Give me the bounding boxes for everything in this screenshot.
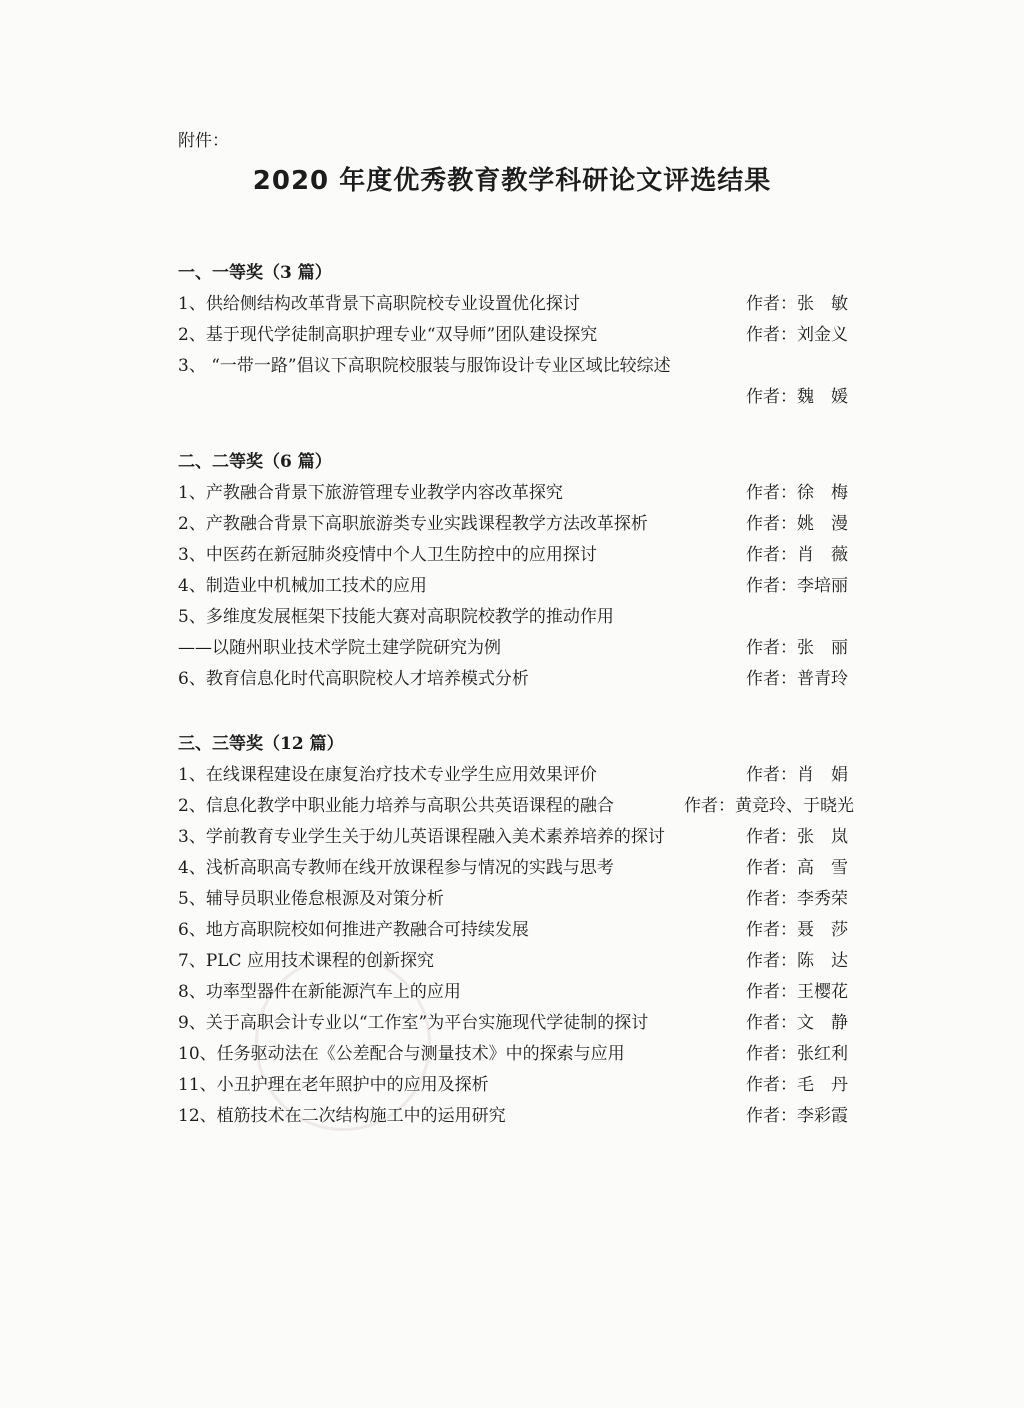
paper-entry — [0, 571, 1024, 599]
paper-author — [746, 320, 848, 345]
paper-title: 6、地方高职院校如何推进产教融合可持续发展 — [178, 920, 529, 940]
paper-entry — [0, 478, 1024, 506]
paper-title: 3、学前教育专业学生关于幼儿英语课程融入美术素养培养的探讨 — [178, 827, 665, 847]
paper-entry — [0, 853, 1024, 881]
author-prefix: 作者： — [746, 387, 797, 407]
paper-entry — [0, 760, 1024, 788]
author-prefix: 作者： — [746, 669, 797, 689]
author-name: 刘金义 — [797, 325, 848, 345]
paper-author — [746, 571, 848, 596]
section-heading: 三、三等奖（12 篇） — [178, 734, 344, 754]
author-prefix: 作者： — [746, 294, 797, 314]
author-prefix: 作者： — [746, 483, 797, 503]
paper-title: 2、产教融合背景下高职旅游类专业实践课程教学方法改革探析 — [178, 514, 648, 534]
paper-entry — [0, 540, 1024, 568]
paper-entry — [0, 509, 1024, 537]
paper-author — [746, 760, 848, 785]
paper-author — [746, 478, 848, 503]
author-prefix: 作者： — [746, 765, 797, 785]
paper-entry — [0, 633, 1024, 661]
paper-entry — [0, 602, 1024, 630]
author-prefix: 作者： — [684, 796, 735, 816]
author-name: 徐 梅 — [797, 483, 848, 503]
paper-title: ——以随州职业技术学院土建学院研究为例 — [178, 638, 501, 658]
author-name: 张 敏 — [797, 294, 848, 314]
author-prefix: 作者： — [746, 920, 797, 940]
paper-entry — [0, 664, 1024, 692]
paper-author — [746, 509, 848, 534]
author-name: 李秀荣 — [797, 889, 848, 909]
paper-title: 6、教育信息化时代高职院校人才培养模式分析 — [178, 669, 529, 689]
paper-title: 11、小丑护理在老年照护中的应用及探析 — [178, 1075, 489, 1095]
author-name: 高 雪 — [797, 858, 848, 878]
author-prefix: 作者： — [746, 545, 797, 565]
paper-entry — [0, 1101, 1024, 1129]
paper-entry — [0, 977, 1024, 1005]
paper-title: 1、在线课程建设在康复治疗技术专业学生应用效果评价 — [178, 765, 597, 785]
paper-author — [746, 946, 848, 971]
paper-author — [746, 1008, 848, 1033]
paper-title: 8、功率型器件在新能源汽车上的应用 — [178, 982, 461, 1002]
author-name: 聂 莎 — [797, 920, 848, 940]
paper-author — [746, 289, 848, 314]
author-prefix: 作者： — [746, 1013, 797, 1033]
paper-entry — [0, 289, 1024, 317]
paper-author — [746, 1070, 848, 1095]
paper-title: 3、 “一带一路”倡议下高职院校服装与服饰设计专业区域比较综述 — [178, 356, 671, 376]
author-name: 陈 达 — [797, 951, 848, 971]
author-prefix: 作者： — [746, 1106, 797, 1126]
paper-title: 1、产教融合背景下旅游管理专业教学内容改革探究 — [178, 483, 563, 503]
paper-entry — [0, 915, 1024, 943]
paper-title: 10、任务驱动法在《公差配合与测量技术》中的探索与应用 — [178, 1044, 625, 1064]
paper-author — [746, 1039, 848, 1064]
author-name: 普青玲 — [797, 669, 848, 689]
paper-title: 3、中医药在新冠肺炎疫情中个人卫生防控中的应用探讨 — [178, 545, 597, 565]
author-name: 张 丽 — [797, 638, 848, 658]
paper-title: 1、供给侧结构改革背景下高职院校专业设置优化探讨 — [178, 294, 580, 314]
author-name: 王樱花 — [797, 982, 848, 1002]
paper-title: 9、关于高职会计专业以“工作室”为平台实施现代学徒制的探讨 — [178, 1013, 649, 1033]
author-prefix: 作者： — [746, 325, 797, 345]
author-name: 李彩霞 — [797, 1106, 848, 1126]
author-prefix: 作者： — [746, 1044, 797, 1064]
paper-entry — [0, 946, 1024, 974]
paper-author — [746, 1101, 848, 1126]
author-prefix: 作者： — [746, 858, 797, 878]
author-name: 文 静 — [797, 1013, 848, 1033]
author-name: 张红利 — [797, 1044, 848, 1064]
paper-entry — [0, 1039, 1024, 1067]
author-prefix: 作者： — [746, 982, 797, 1002]
paper-author — [746, 915, 848, 940]
paper-author — [746, 977, 848, 1002]
author-prefix: 作者： — [746, 951, 797, 971]
author-name: 张 岚 — [797, 827, 848, 847]
section-heading: 二、二等奖（6 篇） — [178, 452, 332, 472]
paper-entry — [0, 320, 1024, 348]
paper-title: 5、多维度发展框架下技能大赛对高职院校教学的推动作用 — [178, 607, 614, 627]
author-prefix: 作者： — [746, 1075, 797, 1095]
paper-entry — [0, 351, 1024, 379]
author-name: 肖 娟 — [797, 765, 848, 785]
paper-entry — [0, 822, 1024, 850]
author-name: 肖 薇 — [797, 545, 848, 565]
paper-title: 7、PLC 应用技术课程的创新探究 — [178, 951, 434, 971]
paper-author — [746, 633, 848, 658]
paper-author — [746, 664, 848, 689]
paper-author — [746, 540, 848, 565]
document-title: 2020 年度优秀教育教学科研论文评选结果 — [252, 166, 772, 196]
paper-author — [746, 884, 848, 909]
author-prefix: 作者： — [746, 514, 797, 534]
attachment-label: 附件： — [178, 131, 229, 151]
paper-entry — [0, 1008, 1024, 1036]
paper-title: 4、制造业中机械加工技术的应用 — [178, 576, 427, 596]
author-prefix: 作者： — [746, 576, 797, 596]
paper-author — [746, 382, 848, 407]
author-prefix: 作者： — [746, 889, 797, 909]
paper-author — [746, 822, 848, 847]
author-name: 魏 媛 — [797, 387, 848, 407]
paper-entry — [0, 791, 1024, 819]
paper-entry — [0, 884, 1024, 912]
paper-title: 2、信息化教学中职业能力培养与高职公共英语课程的融合 — [178, 796, 614, 816]
section-heading: 一、一等奖（3 篇） — [178, 263, 332, 283]
author-name: 毛 丹 — [797, 1075, 848, 1095]
paper-author — [746, 853, 848, 878]
author-name: 姚 漫 — [797, 514, 848, 534]
paper-title: 4、浅析高职高专教师在线开放课程参与情况的实践与思考 — [178, 858, 614, 878]
paper-author — [684, 791, 854, 816]
paper-title: 12、植筋技术在二次结构施工中的运用研究 — [178, 1106, 506, 1126]
author-name: 黄竞玲、于晓光 — [735, 796, 854, 816]
author-prefix: 作者： — [746, 827, 797, 847]
paper-title: 2、基于现代学徒制高职护理专业“双导师”团队建设探究 — [178, 325, 598, 345]
paper-entry — [0, 1070, 1024, 1098]
paper-title: 5、辅导员职业倦怠根源及对策分析 — [178, 889, 444, 909]
paper-entry — [0, 382, 1024, 410]
author-prefix: 作者： — [746, 638, 797, 658]
author-name: 李培丽 — [797, 576, 848, 596]
